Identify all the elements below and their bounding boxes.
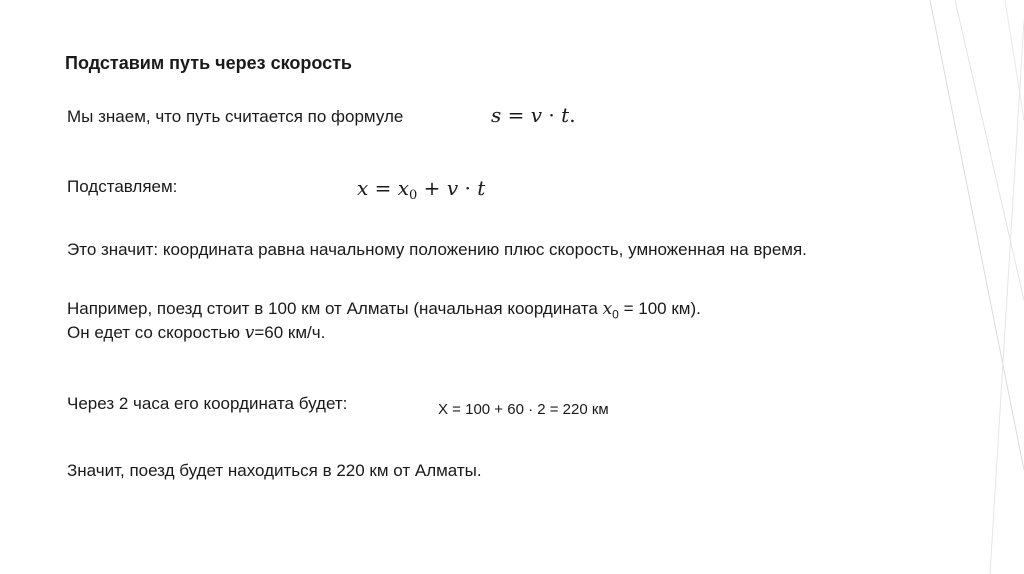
path-formula: s = v · t. xyxy=(491,103,576,127)
meaning-text: Это значит: координата равна начальному положению плюс скорость, умноженная на время. xyxy=(67,240,807,259)
substitute-text: Подставляем: xyxy=(67,177,178,196)
example-line-1: Например, поезд стоит в 100 км от Алматы (начальная координата $x_0 = 100$ км). xyxy=(67,299,701,322)
conclusion-text: Значит, поезд будет находиться в 220 км от Алматы. xyxy=(67,461,482,480)
slide-title: Подставим путь через скорость xyxy=(65,53,352,73)
coordinate-formula: $x = x_0 + v \cdot t$ xyxy=(357,176,486,203)
example-line-2: Он едет со скоростью v=60 км/ч. xyxy=(67,323,326,343)
formula-intro-text: Мы знаем, что путь считается по формуле xyxy=(67,107,404,126)
after-two-hours-text: Через 2 часа его координата будет: xyxy=(67,394,348,413)
calculation-result: X = 100 + 60 · 2 = 220 км xyxy=(438,401,609,418)
